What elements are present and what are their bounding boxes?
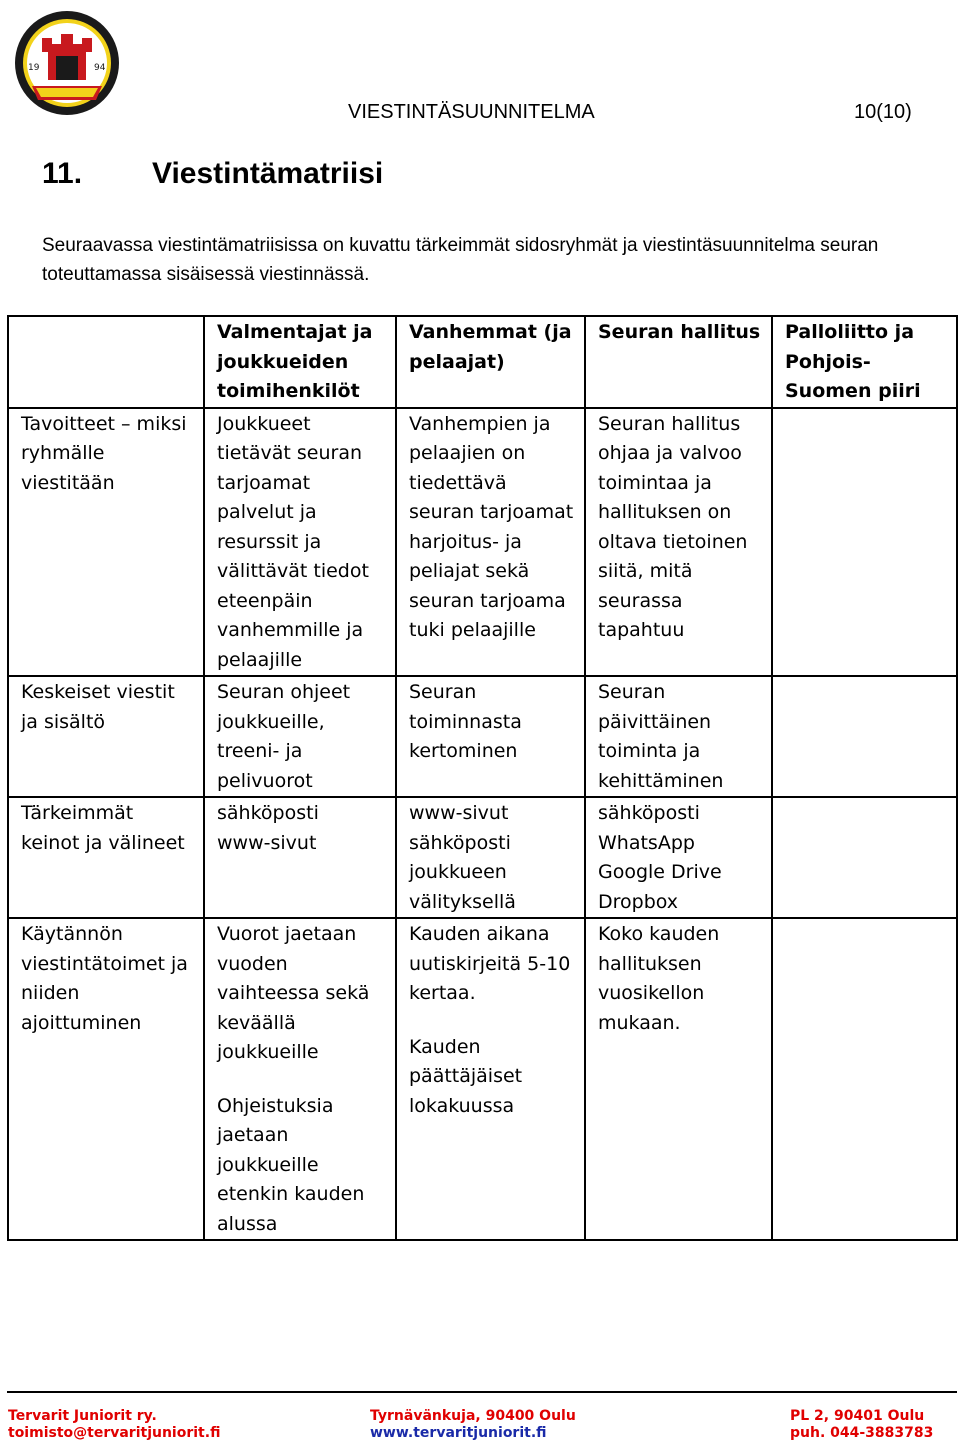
footer-po-box: PL 2, 90401 Oulu [790,1408,925,1424]
cell-paragraph: Kauden aikana uutiskirjeitä 5-10 kertaa. [409,923,571,1004]
communication-matrix-table [7,315,958,1241]
section-heading [42,157,383,191]
svg-text:94: 94 [94,63,106,73]
footer-right [790,1408,933,1442]
cell-paragraph: Koko kauden hallituksen vuosikellon mukaan. [598,923,720,1034]
club-crest-logo [12,8,122,118]
matrix-cell [772,797,957,918]
footer-phone: puh. 044-3883783 [790,1425,934,1441]
cell-paragraph: Ohjeistuksia jaetaan joukkueille etenkin kauden alussa [217,1094,365,1235]
footer-divider [7,1391,957,1393]
matrix-cell: Seuran ohjeet joukkueille, treeni- ja pelivuorot [204,676,396,797]
matrix-row-key-messages [8,676,957,797]
matrix-cell [396,918,585,1240]
matrix-cell: sähköposti WhatsApp Google Drive Dropbox [585,797,772,918]
matrix-cell [772,676,957,797]
header-cell-federation: Palloliitto ja Pohjois-Suomen piiri [772,316,957,408]
row-label: Keskeiset viestit ja sisältö [8,676,204,797]
matrix-cell [772,408,957,677]
matrix-cell: Seuran päivittäinen toiminta ja kehittäminen [585,676,772,797]
footer-address: Tyrnävänkuja, 90400 Oulu [370,1408,576,1424]
section-title: Viestintämatriisi [152,157,384,190]
matrix-row-channels [8,797,957,918]
matrix-cell: Vanhempien ja pelaajien on tiedettävä seuran tarjoamat harjoitus- ja peliajat sekä seuran tarjoama tuki pelaajille [396,408,585,677]
cell-paragraph: Vuorot jaetaan vuoden vaihteessa sekä keväällä joukkueille [217,923,370,1063]
row-label: Tavoitteet – miksi ryhmälle viestitään [8,408,204,677]
row-label: Tärkeimmät keinot ja välineet [8,797,204,918]
footer-left [8,1408,220,1442]
matrix-cell [204,918,396,1240]
header-cell-coaches: Valmentajat ja joukkueiden toimihenkilöt [204,316,396,408]
row-label: Käytännön viestintätoimet ja niiden ajoittuminen [8,918,204,1240]
matrix-row-goals [8,408,957,677]
matrix-cell: www-sivut sähköposti joukkueen välityksellä [396,797,585,918]
matrix-header-row [8,316,957,408]
document-title: VIESTINTÄSUUNNITELMA [348,101,595,123]
matrix-cell: Seuran hallitus ohjaa ja valvoo toimintaa ja hallituksen on oltava tietoinen siitä, mitä seurassa tapahtuu [585,408,772,677]
matrix-cell: Seuran toiminnasta kertominen [396,676,585,797]
footer-middle [370,1408,576,1442]
svg-text:19: 19 [28,63,40,73]
footer-website-link[interactable]: www.tervaritjuniorit.fi [370,1425,547,1441]
cell-paragraph: Kauden päättäjäiset lokakuussa [409,1035,523,1117]
matrix-row-practical-actions [8,918,957,1240]
matrix-cell: Joukkueet tietävät seuran tarjoamat palvelut ja resurssit ja välittävät tiedot eteenpäin vanhemmille ja pelaajille [204,408,396,677]
footer-email-link[interactable]: toimisto@tervaritjuniorit.fi [8,1425,221,1441]
footer-org-name: Tervarit Juniorit ry. [8,1408,157,1424]
page-number: 10(10) [854,101,912,123]
header-cell-parents: Vanhemmat (ja pelaajat) [396,316,585,408]
header-cell-board: Seuran hallitus [585,316,772,408]
matrix-cell [772,918,957,1240]
matrix-cell: sähköposti www-sivut [204,797,396,918]
header-cell-empty [8,316,204,408]
matrix-cell [585,918,772,1240]
section-number: 11. [42,157,83,190]
intro-paragraph: Seuraavassa viestintämatriisissa on kuvattu tärkeimmät sidosryhmät ja viestintäsuunnitelma seuran toteuttamassa sisäisessä viestinnässä. [42,235,879,285]
